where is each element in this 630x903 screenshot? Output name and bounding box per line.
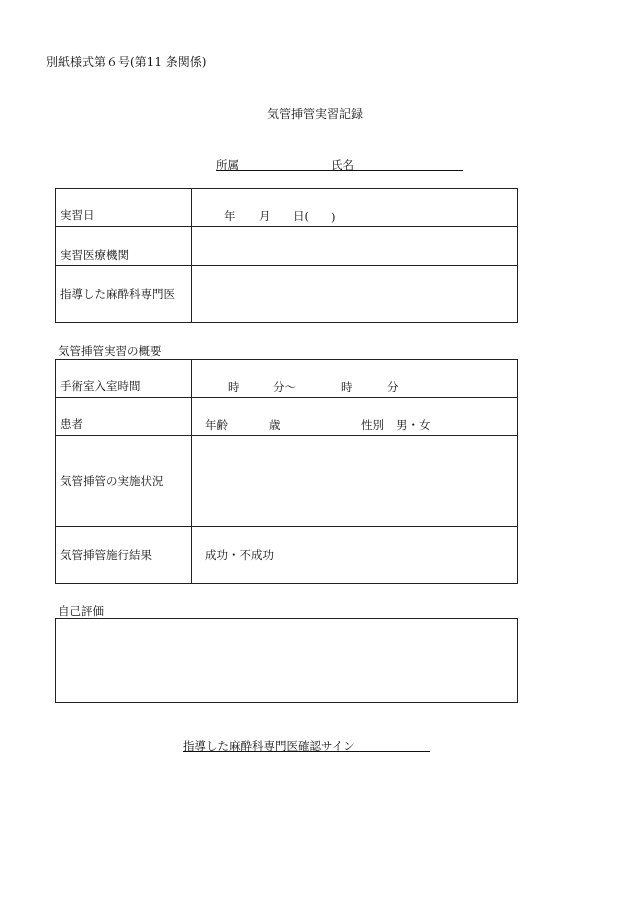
result-value: 成功・不成功	[192, 527, 518, 584]
day-label: 日(	[293, 209, 309, 223]
name-label: 氏名	[331, 158, 354, 172]
age-unit: 歳	[269, 418, 281, 432]
facility-value	[192, 227, 518, 266]
instructor-label: 指導した麻酔科専門医	[56, 266, 192, 323]
patient-cell	[192, 398, 518, 436]
signature-label: 指導した麻酔科専門医確認サイン	[183, 739, 355, 753]
sex-options: 男・女	[396, 418, 431, 432]
or-entry-row	[56, 360, 518, 398]
self-eval-heading: 自己評価	[58, 604, 104, 618]
or-entry-cell	[192, 360, 518, 398]
minute-label-1: 分〜	[273, 380, 296, 394]
practice-info-table	[55, 188, 518, 323]
document-title: 気管挿管実習記録	[266, 107, 363, 121]
result-row	[56, 527, 518, 584]
year-label: 年	[224, 209, 236, 223]
patient-row	[56, 398, 518, 436]
overview-heading: 気管挿管実習の概要	[58, 344, 162, 358]
form-number: 別紙様式第６号(第11 条関係)	[46, 55, 207, 69]
status-value	[192, 436, 518, 527]
or-entry-label: 手術室入室時間	[56, 360, 192, 398]
minute-label-2: 分	[387, 380, 399, 394]
day-close-paren: )	[331, 210, 336, 224]
hour-label-2: 時	[341, 380, 353, 394]
practice-date-label: 実習日	[56, 189, 192, 227]
overview-table	[55, 359, 518, 584]
month-label: 月	[259, 209, 271, 223]
signature-underline	[183, 751, 430, 752]
facility-label: 実習医療機関	[56, 227, 192, 266]
practice-date-cell	[192, 189, 518, 227]
status-row	[56, 436, 518, 527]
result-label: 気管挿管施行結果	[56, 527, 192, 584]
facility-row	[56, 227, 518, 266]
status-label: 気管挿管の実施状況	[56, 436, 192, 527]
sex-label: 性別	[361, 418, 384, 432]
self-eval-box	[55, 618, 518, 703]
instructor-row	[56, 266, 518, 323]
age-label: 年齢	[205, 418, 228, 432]
patient-label: 患者	[56, 398, 192, 436]
practice-date-row	[56, 189, 518, 227]
affiliation-label: 所属	[216, 158, 239, 172]
hour-label-1: 時	[228, 380, 240, 394]
instructor-value	[192, 266, 518, 323]
